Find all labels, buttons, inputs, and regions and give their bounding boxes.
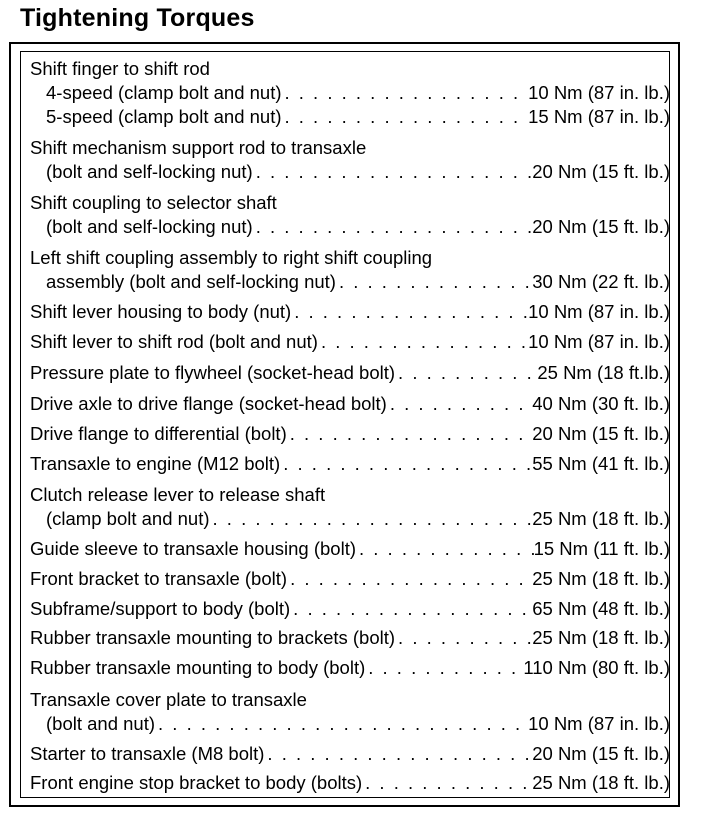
torque-row-value: 20 Nm (15 ft. lb.) [532, 161, 670, 182]
torque-row-label: Shift lever housing to body (nut) [30, 301, 292, 322]
torque-row [30, 627, 670, 649]
dot-leader [395, 362, 537, 384]
torque-row [30, 568, 670, 590]
torque-row-value: 55 Nm (41 ft. lb.) [532, 453, 670, 474]
torque-row-value: 10 Nm (87 in. lb.) [528, 301, 670, 322]
dot-leader [253, 216, 533, 238]
dot-leader [356, 538, 534, 560]
torque-row-value: 15 Nm (87 in. lb.) [528, 106, 670, 127]
torque-row [30, 598, 670, 620]
torque-row-label: Front bracket to transaxle (bolt) [30, 568, 288, 589]
page-title: Tightening Torques [20, 4, 255, 32]
dot-leader [287, 423, 533, 445]
torque-row-label: Guide sleeve to transaxle housing (bolt) [30, 538, 356, 559]
dot-leader [155, 713, 528, 735]
torque-item-heading: Shift mechanism support rod to transaxle [30, 137, 367, 158]
torque-row-label: (bolt and self-locking nut) [46, 161, 253, 182]
torque-row-label: Drive flange to differential (bolt) [30, 423, 287, 444]
dot-leader [387, 393, 532, 415]
torque-row-label: Starter to transaxle (M8 bolt) [30, 743, 265, 764]
dot-leader [318, 331, 528, 353]
torque-row-value: 30 Nm (22 ft. lb.) [532, 271, 670, 292]
torque-row [46, 271, 670, 293]
torque-row-value: 65 Nm (48 ft. lb.) [532, 598, 670, 619]
torque-row-label: Front engine stop bracket to body (bolts) [30, 772, 363, 793]
torque-row [30, 301, 670, 323]
dot-leader [336, 271, 532, 293]
torque-row-label: Rubber transaxle mounting to brackets (bolt) [30, 627, 396, 648]
torque-row-value: 40 Nm (30 ft. lb.) [532, 393, 670, 414]
torque-row-value: 25 Nm (18 ft. lb.) [532, 508, 670, 529]
torque-row [30, 362, 670, 384]
torque-row-label: Subframe/support to body (bolt) [30, 598, 291, 619]
dot-leader [282, 106, 529, 128]
torque-row [30, 453, 670, 475]
torque-row-value: 20 Nm (15 ft. lb.) [532, 216, 670, 237]
torque-row-value: 25 Nm (18 ft. lb.) [532, 772, 670, 793]
dot-leader [365, 657, 523, 679]
torque-item-heading: Shift finger to shift rod [30, 58, 210, 79]
torque-row-value: 10 Nm (87 in. lb.) [528, 713, 670, 734]
torque-row-label: Pressure plate to flywheel (socket-head bolt) [30, 362, 396, 383]
torque-row-value: 10 Nm (87 in. lb.) [528, 82, 670, 103]
torque-row [46, 106, 670, 128]
torque-row-value: 25 Nm (18 ft. lb.) [532, 627, 670, 648]
torque-row [30, 423, 670, 445]
torque-row [30, 772, 670, 794]
dot-leader [280, 453, 532, 475]
dot-leader [395, 627, 532, 649]
torque-row-label: Rubber transaxle mounting to body (bolt) [30, 657, 366, 678]
dot-leader [290, 598, 532, 620]
dot-leader [287, 568, 532, 590]
dot-leader [291, 301, 528, 323]
torque-row [46, 508, 670, 530]
torque-row-value: 10 Nm (87 in. lb.) [528, 331, 670, 352]
dot-leader [362, 772, 532, 794]
torque-row-label: (bolt and self-locking nut) [46, 216, 253, 237]
torque-row-value: 20 Nm (15 ft. lb.) [532, 743, 670, 764]
torque-row [30, 743, 670, 765]
torque-row-label: 4-speed (clamp bolt and nut) [46, 82, 282, 103]
torque-row-label: Transaxle to engine (M12 bolt) [30, 453, 281, 474]
dot-leader [210, 508, 533, 530]
torque-row-value: 20 Nm (15 ft. lb.) [532, 423, 670, 444]
torque-row-value: 110 Nm (80 ft. lb.) [523, 657, 670, 678]
dot-leader [264, 743, 532, 765]
torque-row [46, 161, 670, 183]
dot-leader [253, 161, 533, 183]
torque-row [46, 713, 670, 735]
torque-row [46, 216, 670, 238]
dot-leader [282, 82, 529, 104]
torque-row [30, 538, 670, 560]
torque-row-value: 25 Nm (18 ft.lb.) [537, 362, 670, 383]
torque-row-label: (bolt and nut) [46, 713, 156, 734]
torque-row-label: Shift lever to shift rod (bolt and nut) [30, 331, 318, 352]
torque-item-heading: Transaxle cover plate to transaxle [30, 689, 307, 710]
torque-row-label: (clamp bolt and nut) [46, 508, 210, 529]
torque-row-value: 25 Nm (18 ft. lb.) [532, 568, 670, 589]
torque-row [30, 393, 670, 415]
torque-row-value: 15 Nm (11 ft. lb.) [533, 538, 670, 559]
torque-item-heading: Clutch release lever to release shaft [30, 484, 326, 505]
torque-row-label: Drive axle to drive flange (socket-head bolt) [30, 393, 387, 414]
torque-row [30, 331, 670, 353]
torque-row [46, 82, 670, 104]
torque-row-label: assembly (bolt and self-locking nut) [46, 271, 336, 292]
torque-item-heading: Left shift coupling assembly to right shift coupling [30, 247, 433, 268]
torque-row [30, 657, 670, 679]
torque-row-label: 5-speed (clamp bolt and nut) [46, 106, 282, 127]
torque-item-heading: Shift coupling to selector shaft [30, 192, 277, 213]
